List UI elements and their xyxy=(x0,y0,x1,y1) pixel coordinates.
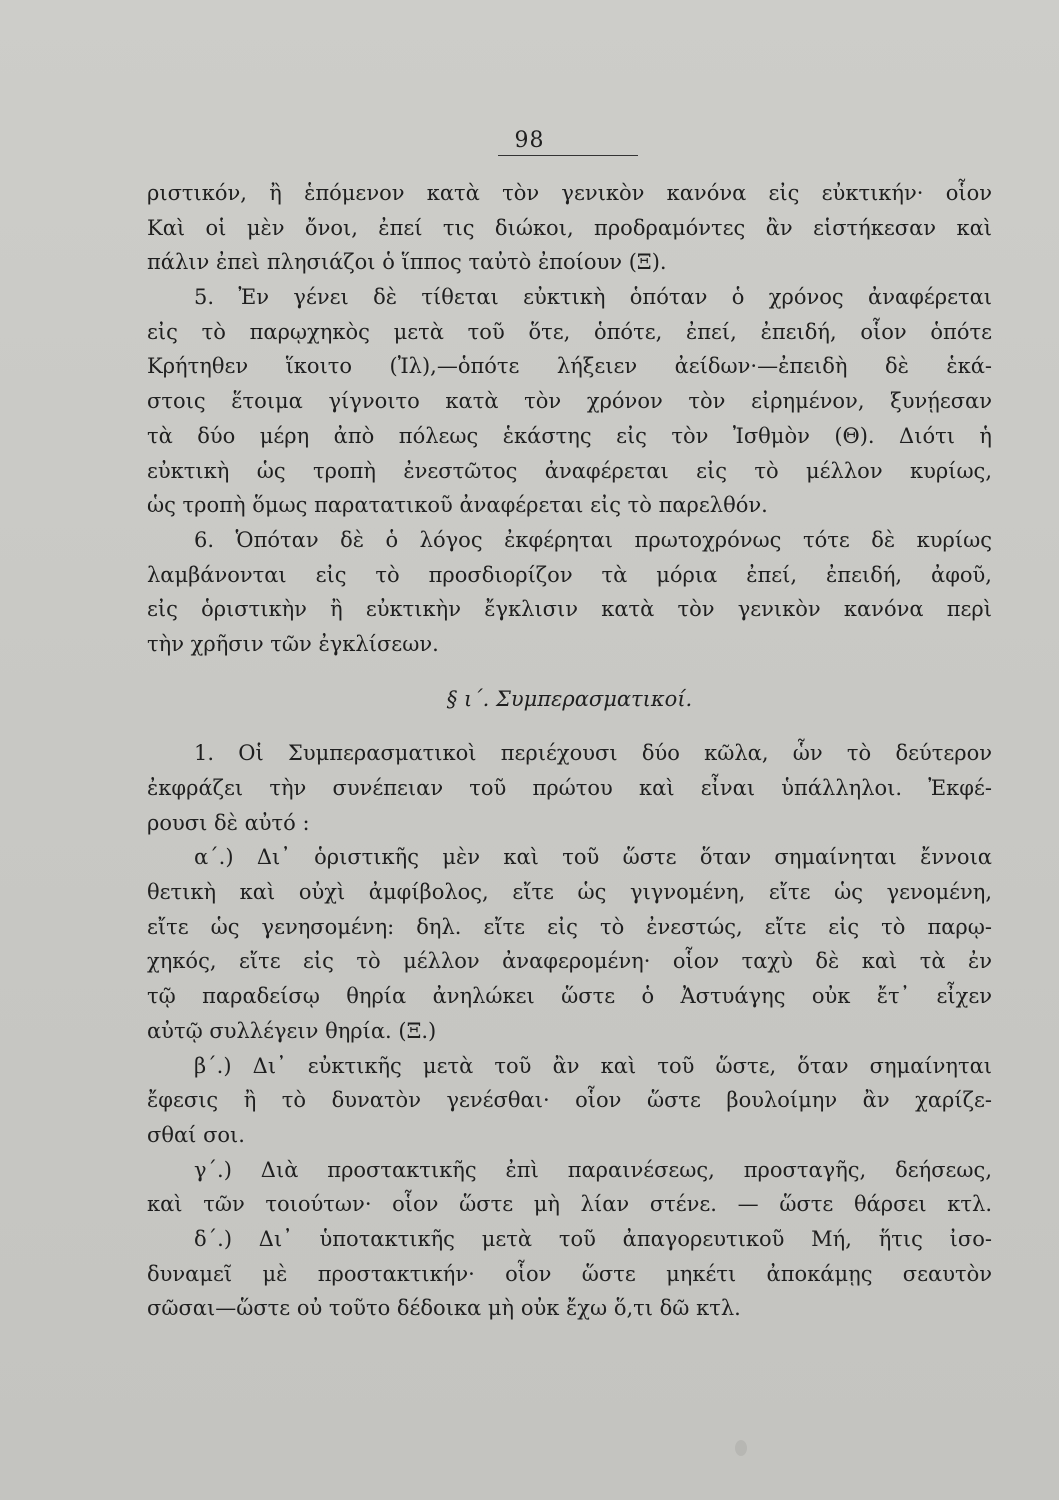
text-line: πάλιν ἐπεὶ πλησιάζοι ὁ ἵππος ταὐτὸ ἐποίουν (Ξ). xyxy=(147,250,667,275)
text-line: ριστικόν, ἢ ἑπόμενον κατὰ τὸν γενικὸν κανόνα εἰς εὐκτικήν· οἷον xyxy=(147,181,992,205)
text-line: Κρήτηθεν ἵκοιτο (Ἰλ),—ὁπότε λήξειεν ἀείδων·—ἐπειδὴ δὲ ἑκά- xyxy=(147,354,992,379)
text-line: 6. Ὁπόταν δὲ ὁ λόγος ἐκφέρηται πρωτοχρόνως τότε δὲ κυρίως xyxy=(194,527,992,552)
text-line: ρουσι δὲ αὐτό : xyxy=(147,810,310,835)
text-line: ἐκφράζει τὴν συνέπειαν τοῦ πρώτου καὶ εἶναι ὑπάλληλοι. Ἐκφέ- xyxy=(147,776,992,800)
text-line: τὴν χρῆσιν τῶν ἐγκλίσεων. xyxy=(147,631,439,656)
text-line: τῷ παραδείσῳ θηρία ἀνηλώκει ὥστε ὁ Ἀστυάγης οὐκ ἔτ᾽ εἶχεν xyxy=(147,984,992,1009)
text-line: Καὶ οἱ μὲν ὄνοι, ἐπεί τις διώκοι, προδραμόντες ἂν εἱστήκεσαν καὶ xyxy=(147,215,992,240)
text-line: στοις ἕτοιμα γίγνοιτο κατὰ τὸν χρόνον τὸν εἰρημένον, ξυνῄεσαν xyxy=(147,389,992,414)
text-line: καὶ τῶν τοιούτων· οἷον ὥστε μὴ λίαν στένε. — ὥστε θάρσει κτλ. xyxy=(147,1192,992,1217)
text-line: α΄.) Δι᾽ ὁριστικῆς μὲν καὶ τοῦ ὥστε ὅταν σημαίνηται ἔννοια xyxy=(194,845,992,870)
section-heading: § ι΄. Συμπερασματικοί. xyxy=(446,686,693,711)
text-line: γ΄.) Διὰ προστακτικῆς ἐπὶ παραινέσεως, προσταγῆς, δεήσεως, xyxy=(194,1157,992,1182)
text-line: εὐκτικὴ ὡς τροπὴ ἐνεστῶτος ἀναφέρεται εἰς τὸ μέλλον κυρίως, xyxy=(147,458,992,483)
text-line: θετικὴ καὶ οὐχὶ ἀμφίβολος, εἴτε ὡς γιγνομένη, εἴτε ὡς γενομένη, xyxy=(147,880,992,905)
paper-stain xyxy=(735,1440,747,1456)
text-line: 1. Οἱ Συμπερασματικοὶ περιέχουσι δύο κῶλα, ὧν τὸ δεύτερον xyxy=(194,741,992,766)
text-line: τὰ δύο μέρη ἀπὸ πόλεως ἑκάστης εἰς τὸν Ἰσθμὸν (Θ). Διότι ἡ xyxy=(147,423,992,448)
page-number: 98 xyxy=(514,128,545,153)
body-text xyxy=(147,176,992,1326)
text-line: εἰς τὸ παρῳχηκὸς μετὰ τοῦ ὅτε, ὁπότε, ἐπεί, ἐπειδή, οἷον ὁπότε xyxy=(147,319,992,344)
text-line: δυναμεῖ μὲ προστακτικήν· οἷον ὥστε μηκέτι ἀποκάμῃς σεαυτὸν xyxy=(147,1261,992,1286)
text-line: λαμβάνονται εἰς τὸ προσδιορίζον τὰ μόρια ἐπεί, ἐπειδή, ἀφοῦ, xyxy=(147,562,992,587)
section-spacer xyxy=(147,716,992,736)
text-line: δ΄.) Δι᾽ ὑποτακτικῆς μετὰ τοῦ ἀπαγορευτικοῦ Μή, ἥτις ἰσο- xyxy=(194,1226,992,1251)
text-line: αὐτῷ συλλέγειν θηρία. (Ξ.) xyxy=(147,1018,437,1043)
text-line: εἴτε ὡς γενησομένη: δηλ. εἴτε εἰς τὸ ἐνεστώς, εἴτε εἰς τὸ παρῳ- xyxy=(147,914,992,939)
text-line: 5. Ἐν γένει δὲ τίθεται εὐκτικὴ ὁπόταν ὁ χρόνος ἀναφέρεται xyxy=(194,285,992,310)
text-line: σῶσαι—ὥστε οὐ τοῦτο δέδοικα μὴ οὐκ ἔχω ὅ,τι δῶ κτλ. xyxy=(147,1296,741,1321)
text-line: εἰς ὁριστικὴν ἢ εὐκτικὴν ἔγκλισιν κατὰ τὸν γενικὸν κανόνα περὶ xyxy=(147,597,992,622)
header-rule xyxy=(498,155,638,156)
text-line: ἔφεσις ἢ τὸ δυνατὸν γενέσθαι· οἷον ὥστε βουλοίμην ἂν χαρίζε- xyxy=(147,1088,992,1113)
text-line: β΄.) Δι᾽ εὐκτικῆς μετὰ τοῦ ἂν καὶ τοῦ ὥστε, ὅταν σημαίνηται xyxy=(194,1053,992,1078)
text-line: σθαί σοι. xyxy=(147,1122,245,1147)
section-spacer xyxy=(147,662,992,682)
text-line: ὡς τροπὴ ὅμως παρατατικοῦ ἀναφέρεται εἰς τὸ παρελθόν. xyxy=(147,493,768,518)
text-line: χηκός, εἴτε εἰς τὸ μέλλον ἀναφερομένη· οἷον ταχὺ δὲ καὶ τὰ ἐν xyxy=(147,949,992,974)
